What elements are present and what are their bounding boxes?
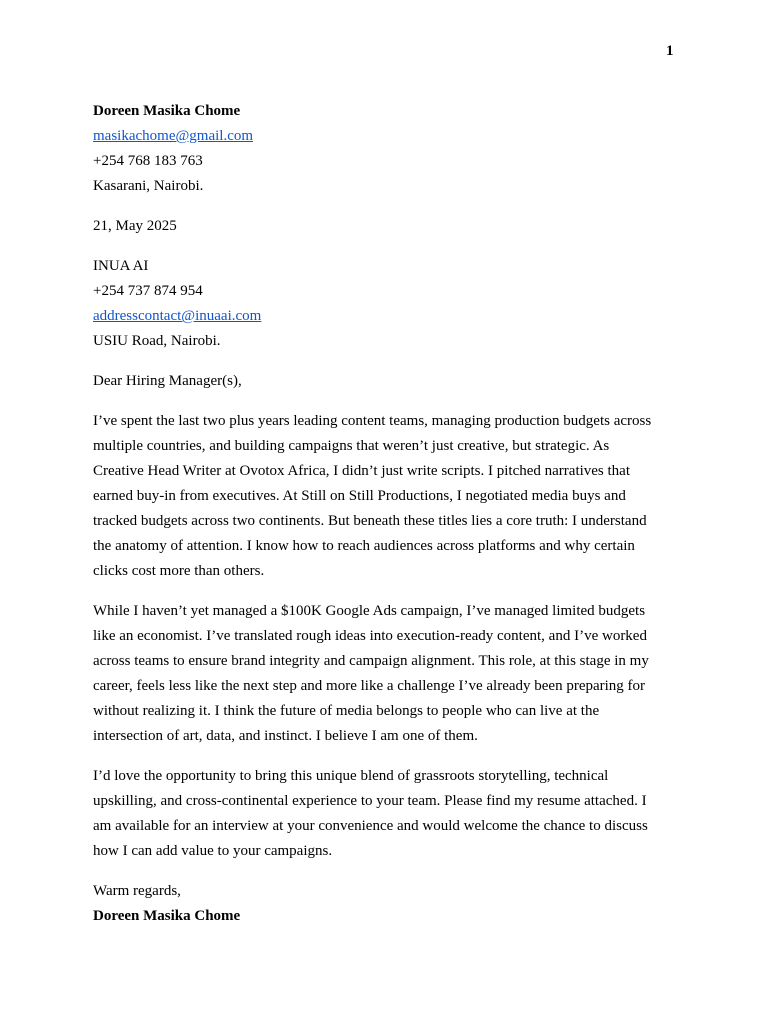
paragraph-line: am available for an interview at your convenience and would welcome the chance to discuss xyxy=(93,818,648,834)
recipient-company: INUA AI xyxy=(93,258,149,274)
paragraph-line: While I haven’t yet managed a $100K Google Ads campaign, I’ve managed limited budgets xyxy=(93,603,646,619)
recipient-block xyxy=(93,254,678,354)
paragraph-line: career, feels less like the next step and more like a challenge I’ve already been preparing for xyxy=(93,678,646,694)
paragraph-line: tracked budgets across two continents. But beneath these titles lies a core truth: I understand xyxy=(93,513,647,529)
sender-block xyxy=(93,99,678,199)
body-paragraph-3 xyxy=(93,764,678,864)
paragraph-line: how I can add value to your campaigns. xyxy=(93,843,333,859)
sender-name: Doreen Masika Chome xyxy=(93,103,241,119)
paragraph-line: the anatomy of attention. I know how to reach audiences across platforms and why certain xyxy=(93,538,635,554)
paragraph-line: without realizing it. I think the future of media belongs to people who can live at the xyxy=(93,703,600,719)
page-number: 1 xyxy=(666,43,674,59)
paragraph-line: across teams to ensure brand integrity and campaign alignment. This role, at this stage in my xyxy=(93,653,649,669)
recipient-email-link[interactable]: addresscontact@inuaai.com xyxy=(93,308,262,324)
closing-block xyxy=(93,879,678,929)
paragraph-line: clicks cost more than others. xyxy=(93,563,265,579)
salutation: Dear Hiring Manager(s), xyxy=(93,373,242,389)
recipient-address: USIU Road, Nairobi. xyxy=(93,333,221,349)
paragraph-line: like an economist. I’ve translated rough ideas into execution-ready content, and I’ve worked xyxy=(93,628,647,644)
body-paragraph-1 xyxy=(93,409,678,584)
recipient-phone: +254 737 874 954 xyxy=(93,283,203,299)
sender-phone: +254 768 183 763 xyxy=(93,153,203,169)
paragraph-line: I’d love the opportunity to bring this unique blend of grassroots storytelling, technical xyxy=(93,768,609,784)
closing-text: Warm regards, xyxy=(93,883,181,899)
paragraph-line: multiple countries, and building campaigns that weren’t just creative, but strategic. As xyxy=(93,438,610,454)
paragraph-line: intersection of art, data, and instinct. I believe I am one of them. xyxy=(93,728,478,744)
paragraph-line: upskilling, and cross-continental experience to your team. Please find my resume attached. I xyxy=(93,793,647,809)
paragraph-line: earned buy-in from executives. At Still on Still Productions, I negotiated media buys and xyxy=(93,488,626,504)
paragraph-line: I’ve spent the last two plus years leading content teams, managing production budgets across xyxy=(93,413,652,429)
sender-location: Kasarani, Nairobi. xyxy=(93,178,204,194)
signature-name: Doreen Masika Chome xyxy=(93,908,241,924)
paragraph-line: Creative Head Writer at Ovotox Africa, I didn’t just write scripts. I pitched narratives that xyxy=(93,463,631,479)
letter-body xyxy=(93,99,678,929)
sender-email-link[interactable]: masikachome@gmail.com xyxy=(93,128,254,144)
body-paragraph-2 xyxy=(93,599,678,749)
letter-date: 21, May 2025 xyxy=(93,218,177,234)
